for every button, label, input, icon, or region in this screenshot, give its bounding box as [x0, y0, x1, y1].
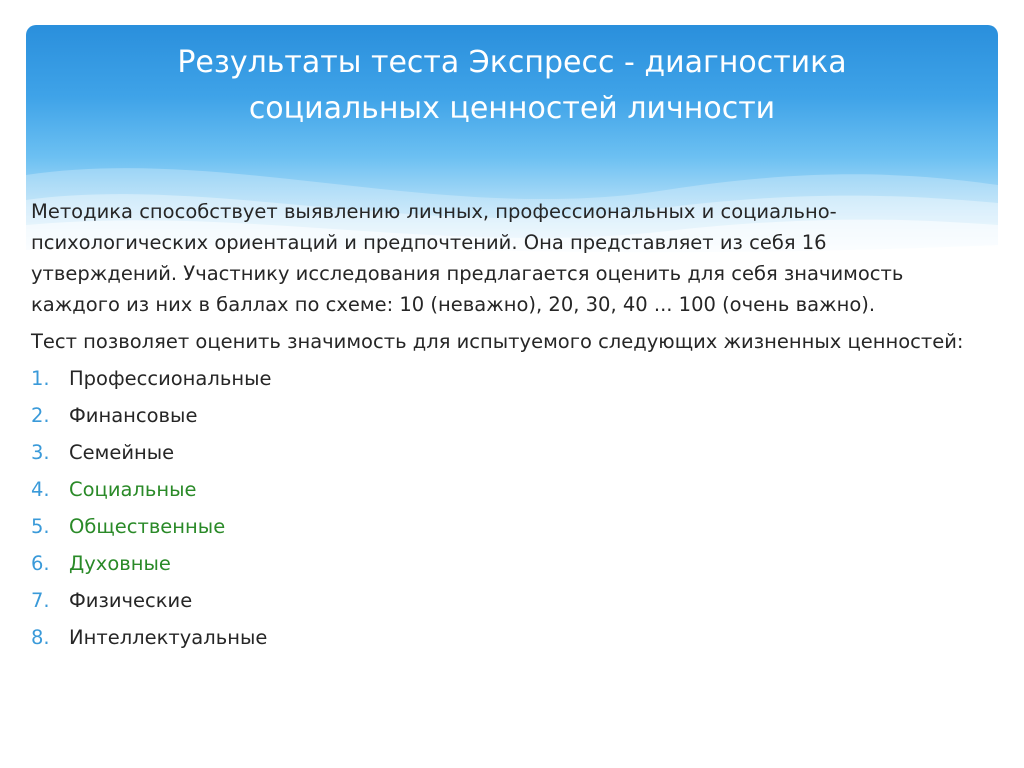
list-item: [31, 585, 971, 616]
title-line-2: социальных ценностей личности: [248, 91, 776, 126]
intro-paragraph: Тест позволяет оценить значимость для испытуемого следующих жизненных ценностей:: [31, 330, 964, 353]
list-number: 7.: [31, 589, 50, 612]
list-label: Семейные: [69, 441, 175, 464]
list-label: Интеллектуальные: [69, 626, 268, 649]
slide-title: [60, 40, 964, 132]
list-number: 8.: [31, 626, 50, 649]
values-list: [31, 363, 971, 653]
list-item: [31, 622, 971, 653]
list-label: Общественные: [69, 515, 226, 538]
slide-content: [31, 196, 971, 659]
title-line-1: Результаты теста Экспресс - диагностика: [177, 45, 847, 80]
list-label: Социальные: [69, 478, 197, 501]
list-number: 3.: [31, 441, 50, 464]
list-number: 1.: [31, 367, 50, 390]
list-item: [31, 474, 971, 505]
list-label: Духовные: [69, 552, 171, 575]
list-item: [31, 511, 971, 542]
list-item: [31, 363, 971, 394]
list-item: [31, 548, 971, 579]
list-item: [31, 437, 971, 468]
list-label: Финансовые: [69, 404, 198, 427]
list-number: 5.: [31, 515, 50, 538]
list-label: Профессиональные: [69, 367, 272, 390]
description-paragraph: Методика способствует выявлению личных, профессиональных и социально-психологических ориентаций и предпочтений. Она представляет из себя 16 утверждений. Участнику исследования предлагается оценить для себя значимость каждого из них в баллах по схеме: 10 (неважно), 20, 30, 40 ... 100 (очень важно).: [31, 200, 904, 316]
list-number: 4.: [31, 478, 50, 501]
list-label: Физические: [69, 589, 193, 612]
list-number: 2.: [31, 404, 50, 427]
list-number: 6.: [31, 552, 50, 575]
list-item: [31, 400, 971, 431]
